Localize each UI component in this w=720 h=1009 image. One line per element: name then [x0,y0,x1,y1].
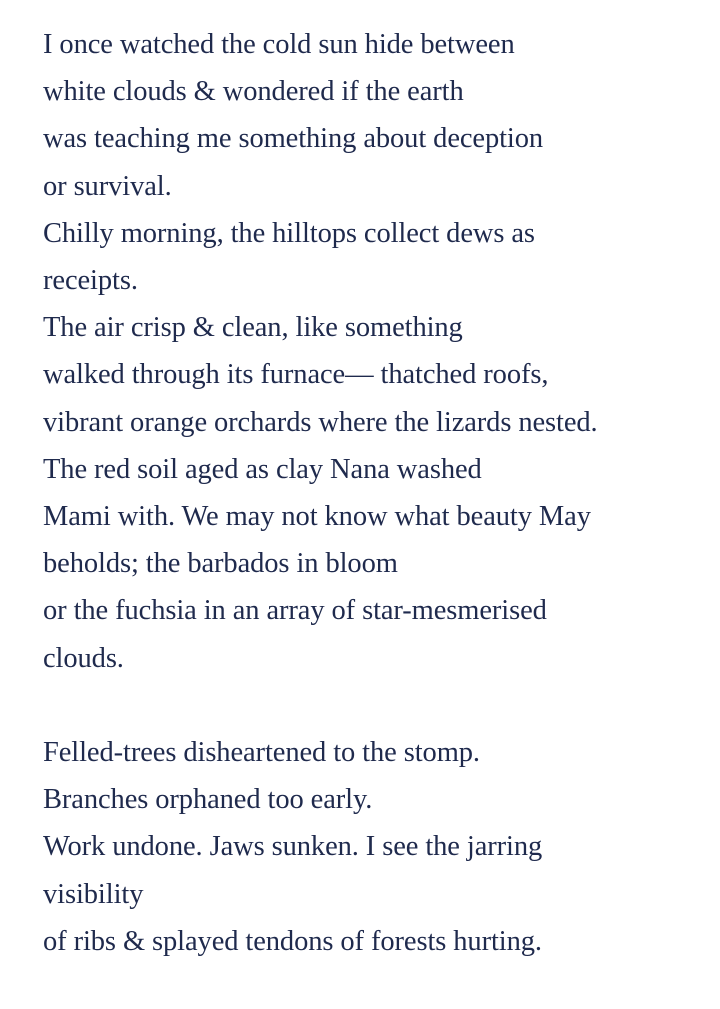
poem-line: was teaching me something about deception [43,123,544,155]
poem-line: walked through its furnace— thatched roofs, [43,359,549,391]
poem-line: beholds; the barbados in bloom [43,548,398,580]
poem-line: visibility [43,878,144,910]
poem-line: The red soil aged as clay Nana washed [43,453,482,485]
poem-line: vibrant orange orchards where the lizards nested. [43,406,598,438]
poem-line: of ribs & splayed tendons of forests hurting. [43,925,542,957]
poem-text [43,21,713,965]
poem-line: Branches orphaned too early. [43,784,373,816]
poem-line: clouds. [43,642,124,674]
poem-line: Work undone. Jaws sunken. I see the jarring [43,831,543,863]
poem-line: white clouds & wondered if the earth [43,76,464,108]
poem-line: Felled-trees disheartened to the stomp. [43,737,480,769]
stanza-1 [43,21,713,682]
poem-line: receipts. [43,265,138,297]
poem-line: or survival. [43,170,172,202]
poem-line: or the fuchsia in an array of star-mesmerised [43,595,547,627]
poem-line: The air crisp & clean, like something [43,312,463,344]
poem-line: Mami with. We may not know what beauty May [43,501,591,533]
poem-line: Chilly morning, the hilltops collect dews as [43,217,535,249]
poem-line: I once watched the cold sun hide between [43,29,515,60]
stanza-2 [43,729,713,965]
